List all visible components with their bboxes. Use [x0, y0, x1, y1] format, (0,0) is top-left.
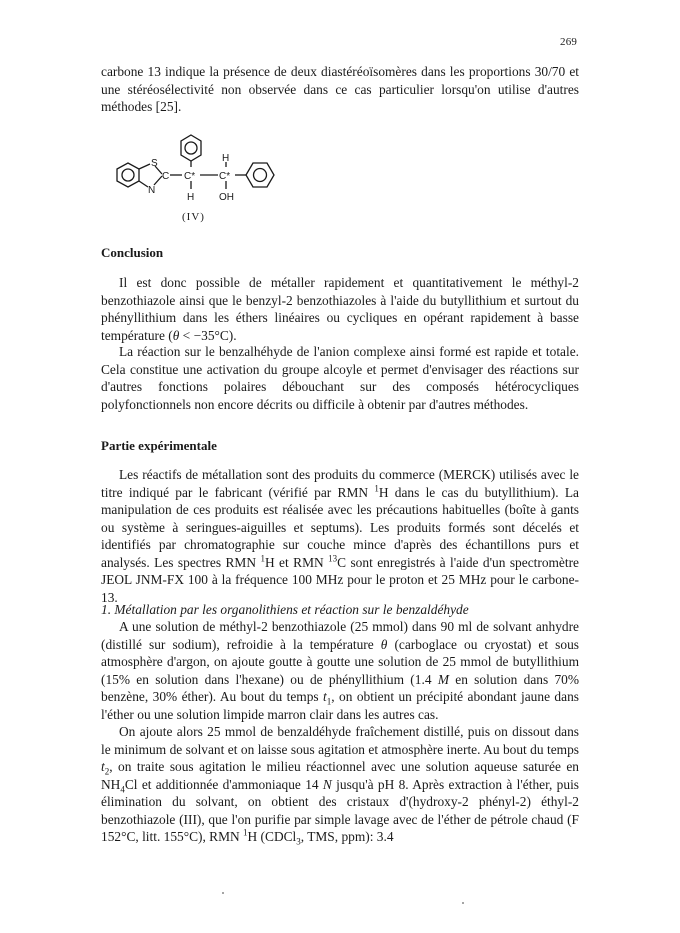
atom-s: S [151, 158, 158, 169]
section-1-paragraph-2: On ajoute alors 25 mmol de benzaldéhyde fraîchement distillé, puis on dissout dans le minimum de solvant et on laisse sous agitation et atmosphère inerte. Au bout du temps $t_2$, on traite sous agitation le milieu réactionnel avec une solution aqueuse saturée en $NH_4Cl$ et additionnée d'ammoniaque 14 N jusqu'à pH 8. Après extraction à l'éther, puis élimination du solvant, on obtient des cristaux d'(hydroxy-2 phényl-2) éthyl-2 benzothiazole (III), que l'on purifie par simple lavage avec de l'éther de pétrole chaud (F 152°C, litt. 155°C), RMN $^1$H (CDCl$_3$, TMS, ppm): 3.4 [101, 724, 579, 847]
top-phenyl-ring [181, 135, 201, 161]
benzothiazole-benzene-ring [117, 163, 139, 187]
atom-n: N [148, 185, 156, 196]
conclusion-heading: Conclusion [101, 245, 164, 260]
scan-speck [462, 902, 464, 904]
experimental-paragraph-1: Les réactifs de métallation sont des produits du commerce (MERCK) utilisés avec le titre indiqué par le fabricant (vérifié par RMN $^1$H dans le cas du butyllithium). La manipulation de ces produits est réalisée avec les précautions habituelles (boîte à gants ou système à seringues-aiguilles et septums). Les produits formés sont décelés et identifiés par chromatographie sur couche mince d'après des échantillons purs et analysés. Les spectres RMN $^1$H et RMN $^{13}$C sont enregistrés à l'aide d'un spectromètre JEOL JNM-FX 100 à la fréquence 100 MHz pour le proton et 25 MHz pour le carbone-13. [101, 467, 579, 605]
experimental-heading: Partie expérimentale [101, 438, 217, 453]
intro-paragraph: carbone 13 indique la présence de deux diastéréoïsomères dans les proportions 30/70 et une stéréosélectivité non observée dans ce cas particulier lorsqu'on utilise d'autres méthodes [25]. [101, 64, 579, 114]
atom-h-top: H [222, 153, 230, 164]
scan-speck [222, 892, 224, 894]
conclusion-paragraph-2: La réaction sur le benzalhéhyde de l'anion complexe ainsi formé est rapide et totale. Cela constitue une activation du groupe alcoyle et permet d'envisager des réactions sur d'autres fonctions polaires débouchant sur des composés hétérocycliques polyfonctionnels non encore décrits ou difficile à obtenir par d'autres méthodes. [101, 344, 579, 412]
chemical-structure-iv [100, 133, 290, 211]
benzothiazole-aromatic-circle [122, 169, 134, 181]
atom-c-star-1: C* [184, 171, 196, 182]
atom-oh: OH [219, 192, 234, 203]
atom-c-star-2: C* [219, 171, 231, 182]
right-phenyl-ring [246, 163, 274, 187]
conclusion-paragraph-1: Il est donc possible de métaller rapidement et quantitativement le méthyl-2 benzothiazole ainsi que le benzyl-2 benzothiazoles à l'aide du butyllithium et surtout du phényllithium dans les éthers linéaires ou cycliques en opérant rapidement à basse température (θ < −35°C). [101, 275, 579, 343]
atom-h-bottom: H [187, 192, 195, 203]
compound-label: (IV) [182, 211, 205, 223]
section-1-paragraph-1: A une solution de méthyl-2 benzothiazole (25 mmol) dans 90 ml de solvant anhydre (distillé sur sodium), refroidie à la température θ (carboglace ou cryostat) et sous atmosphère d'argon, on ajoute goutte à goutte une solution de 25 mmol de butyllithium (15% en solution dans l'hexane) ou de phényllithium (1.4 M en solution dans 70% benzène, 30% éther). Au bout du temps $t_1$, on obtient un précipité abondant jaune dans l'éther ou une solution limpide marron clair dans les autres cas. [101, 619, 580, 722]
page-number: 269 [560, 36, 578, 48]
atom-c: C [162, 171, 170, 182]
section-1-title: 1. Métallation par les organolithiens et réaction sur le benzaldéhyde [101, 602, 469, 617]
